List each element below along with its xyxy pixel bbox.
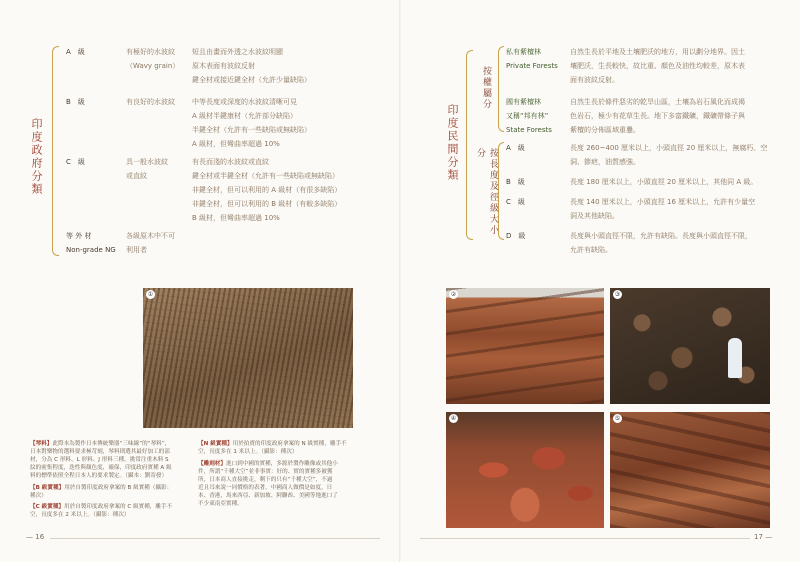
- caption-5-line-2: 件，所謂“千種大空”並非事實：好的、實的實種多被獲: [198, 469, 333, 475]
- caption-5-line-1: 進口到中國的實種，多源於製作雕像或其他小: [225, 461, 338, 467]
- caption-1-line-2: 日本對樂物的選料要求極苛刻，琴料則選其最好加工的部: [30, 449, 170, 455]
- caption-5-line-4: 近且耳來說一同價格的表著。中國商人做價是如度，日: [198, 485, 333, 491]
- right-footer-rule: [420, 538, 750, 539]
- right-page: [400, 0, 800, 562]
- right-subtitle-owner: 按權屬分: [481, 66, 491, 110]
- caption-1: [30, 440, 172, 480]
- right-brace-size: [498, 142, 504, 240]
- size-desc-b-1: 長度 180 厘米以上，小頭直徑 20 厘米以上，其他同 A 級。: [570, 178, 758, 186]
- size-desc-c-1: 長度 140 厘米以上，小頭直徑 16 厘米以上，允許有少量空: [570, 198, 756, 206]
- caption-4-line-1: 用於拍賣的印度政府拿案的 N 級實種，雕手不: [232, 441, 347, 447]
- photo-number-2: ②: [450, 291, 457, 298]
- grade-c: C 級: [66, 158, 85, 166]
- desc-c-3: 非鍵全材，但可以利用的 A 級材（有很多缺陷）: [192, 186, 342, 194]
- caption-5-title: 【雕刻材】: [198, 461, 226, 467]
- caption-5-line-3: 所，日本商人直接挑走，剩下的只有“千種大空”，不過: [198, 477, 333, 483]
- caption-1-title: 【琴料】: [30, 441, 53, 447]
- left-side-title: 印度政府分類: [30, 118, 43, 196]
- owner-state-desc-1: 自然生長於條件惡劣的乾旱山區，土壤為岩石風化而成褐: [570, 98, 745, 106]
- photo-b-grade-logs: [446, 288, 604, 404]
- photo-number-5: ⑤: [614, 415, 621, 422]
- caption-5-line-6: 不少東南亞實種。: [198, 501, 243, 507]
- size-desc-c-2: 洞及其他缺陷。: [570, 212, 619, 220]
- size-desc-a-1: 長度 260~400 厘米以上，小頭直徑 20 厘米以上，無腐朽、空: [570, 144, 768, 152]
- size-grade-a: A 級: [506, 144, 525, 152]
- owner-state-label-2: 又稱“邦有林”: [506, 112, 549, 120]
- class-a-1: 有極好的水波紋: [126, 48, 175, 56]
- caption-4-line-2: 空，長度多在 1 米以上。（攝影：種次）: [198, 449, 298, 455]
- owner-private-desc-2: 壤肥沃，生長較快，故比重、顏色及油性均較差，原木表: [570, 62, 745, 70]
- desc-c-5: B 級材，但彎曲率超過 10%: [192, 214, 280, 222]
- desc-a-2: 原木表面有波紋反射: [192, 62, 255, 70]
- size-grade-d: D 級: [506, 232, 526, 240]
- desc-b-2: A 級材半鍵康材（允許部分缺陷）: [192, 112, 298, 120]
- caption-1-line-3: 材，分為 C 形料、L 形料、J 形料三種，挑常注重木料 S: [30, 457, 169, 463]
- right-page-number: 17 —: [754, 533, 773, 541]
- desc-a-3: 鍵全材或接近鍵全材（允許少量缺陷）: [192, 76, 311, 84]
- person-figure: [728, 338, 742, 378]
- owner-private-desc-1: 自然生長於平地及土壤肥沃的地方，用以劃分地界。因土: [570, 48, 745, 56]
- caption-2: [30, 484, 172, 500]
- owner-state-label-3: State Forests: [506, 126, 552, 134]
- desc-b-1: 中等長度或深度的水波紋清晰可見: [192, 98, 297, 106]
- desc-b-3: 半鍵全材（允許有一些缺陷或無缺陷）: [192, 126, 311, 134]
- right-brace-main: [466, 50, 473, 240]
- caption-3: [30, 503, 172, 519]
- caption-2-title: 【B 級實種】: [30, 485, 65, 491]
- left-page-number: — 16: [26, 533, 45, 541]
- photo-number-3: ③: [614, 291, 621, 298]
- caption-2-line-2: 種次）: [30, 493, 47, 499]
- owner-state-desc-2: 色岩石，極少有花草生長。地下多富鐵礦，鐵礦帶條子與: [570, 112, 745, 120]
- photo-n-grade-pieces: [446, 412, 604, 528]
- caption-1-line-1: 此際本為製作日本傳統樂器“三味線”的“琴料”，: [52, 441, 171, 447]
- photo-c-grade-log-ends: [610, 288, 770, 404]
- owner-private-label-1: 私有紫檀林: [506, 48, 541, 56]
- photo-number-1: ①: [147, 291, 154, 298]
- caption-2-line-1: 用於自製印度政府拿案的 B 級實種（攝影：: [64, 485, 173, 491]
- caption-5-line-5: 本、香港，馬來西亞、新加坡、阿聯酋、美國等地進口了: [198, 493, 338, 499]
- class-a-2: （Wavy grain）: [126, 62, 180, 70]
- photo-wavy-grain-wood: [143, 288, 353, 428]
- desc-c-4: 非鍵全材，但可以利用的 B 級材（有較多缺陷）: [192, 200, 342, 208]
- right-side-title: 印度民間分類: [446, 104, 459, 182]
- caption-1-line-4: 紋的密集程度，迭性與顏色度，確保，印度政府實種 A 級: [30, 465, 172, 471]
- desc-b-4: A 級材，但彎曲率超過 10%: [192, 140, 280, 148]
- caption-4-title: 【N 級實種】: [198, 441, 233, 447]
- grade-ng-en: Non-grade NG: [66, 246, 116, 254]
- size-desc-d-2: 允許有缺陷。: [570, 246, 612, 254]
- caption-3-line-1: 用於自製印度政府拿案的 C 級實種，雕手不: [64, 504, 173, 510]
- caption-3-line-2: 空，長度多在 2 米以上。（攝影：種次）: [30, 512, 130, 518]
- owner-state-desc-3: 紫檀的分佈區域重疊。: [570, 126, 640, 134]
- owner-state-label-1: 國有紫檀林: [506, 98, 541, 106]
- size-grade-b: B 級: [506, 178, 525, 186]
- right-brace-owner: [498, 46, 504, 132]
- desc-c-1: 有長而淺的水波紋或直紋: [192, 158, 269, 166]
- desc-a-1: 短且由畫而外透之水波紋明顯: [192, 48, 283, 56]
- caption-1-line-5: 料的標準依照全程日本人的要求製定。（攝本：劉寄發）: [30, 473, 168, 479]
- class-b-1: 有良好的水波紋: [126, 98, 175, 106]
- grade-b: B 級: [66, 98, 85, 106]
- left-brace: [52, 46, 59, 256]
- photo-number-4: ④: [450, 415, 457, 422]
- caption-5: [198, 460, 338, 508]
- class-c-2: 或直紋: [126, 172, 147, 180]
- caption-4: [198, 440, 347, 456]
- owner-private-desc-3: 面有波紋反射。: [570, 76, 619, 84]
- desc-c-2: 鍵全材或半鍵全材（允許有一些缺陷或無缺陷）: [192, 172, 339, 180]
- owner-private-label-2: Private Forests: [506, 62, 558, 70]
- grade-ng: 等 外 材: [66, 232, 92, 240]
- class-ng-2: 利用者: [126, 246, 147, 254]
- caption-3-title: 【C 級實種】: [30, 504, 65, 510]
- photo-carving-material: [610, 412, 770, 528]
- class-ng-1: 各級原木中不可: [126, 232, 175, 240]
- size-desc-a-2: 洞、節疤，油質感強。: [570, 158, 640, 166]
- class-c-1: 具一般水波紋: [126, 158, 168, 166]
- size-grade-c: C 級: [506, 198, 525, 206]
- grade-a: A 級: [66, 48, 85, 56]
- left-footer-rule: [50, 538, 380, 539]
- size-desc-d-1: 長度與小頭直徑不限，允許有缺陷。長度與小頭直徑不限，: [570, 232, 752, 240]
- right-subtitle-size: 按長度及徑級大小分: [475, 148, 498, 236]
